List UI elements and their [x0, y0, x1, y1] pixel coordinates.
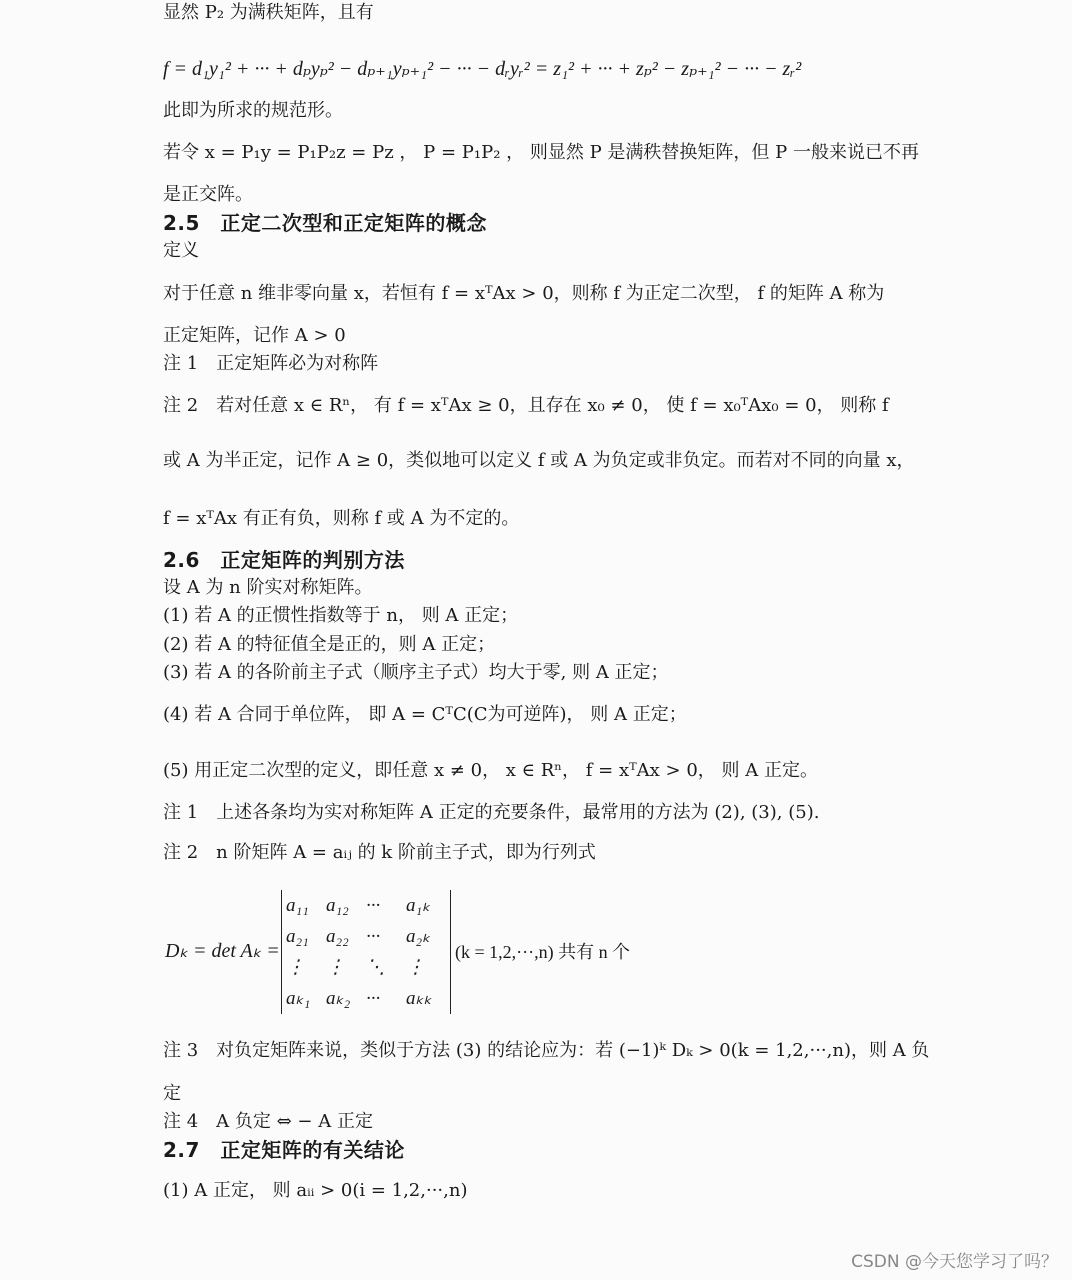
matrix-cell: ···	[366, 987, 381, 1009]
determinant-matrix	[281, 890, 451, 1014]
matrix-cell: a₂ₖ	[406, 926, 431, 947]
matrix-row	[286, 983, 446, 1014]
criterion-item: (2) 若 A 的特征值全是正的，则 A 正定；	[163, 634, 496, 655]
matrix-cell: a₁₂	[326, 894, 349, 916]
text-line: 设 A 为 n 阶实对称矩阵。	[163, 577, 373, 598]
note-line: 注 4 A 负定 ⇔ − A 正定	[163, 1111, 373, 1132]
criterion-item: (1) 若 A 的正惯性指数等于 n， 则 A 正定；	[163, 605, 519, 626]
matrix-cell: ⋮	[286, 957, 305, 978]
matrix-cell: aₖ₁	[286, 988, 311, 1009]
matrix-cell: ⋮	[406, 957, 425, 978]
note-line: 注 3 对负定矩阵来说，类似于方法 (3) 的结论应为：若 (−1)ᵏ Dₖ > 0(k = 1,2,···,n)，则 A 负	[163, 1040, 930, 1061]
criterion-item: (5) 用正定二次型的定义，即任意 x ≠ 0， x ∈ Rⁿ， f = xᵀAx > 0， 则 A 正定。	[163, 760, 818, 781]
formula-normal-form: f = d₁y₁² + ··· + dₚyₚ² − dₚ₊₁yₚ₊₁² − ··· − dᵣyᵣ² = z₁² + ··· + zₚ² − zₚ₊₁² − ··· − zᵣ²	[163, 58, 802, 80]
text-line: 或 A 为半正定，记作 A ≥ 0，类似地可以定义 f 或 A 为负定或非负定。而若对不同的向量 x，	[163, 450, 915, 471]
criterion-item: (4) 若 A 合同于单位阵， 即 A = CᵀC(C为可逆阵)， 则 A 正定；	[163, 704, 687, 725]
matrix-row	[286, 890, 446, 921]
note-line: 注 2 若对任意 x ∈ Rⁿ， 有 f = xᵀAx ≥ 0，且存在 x₀ ≠ 0， 使 f = x₀ᵀAx₀ = 0， 则称 f	[163, 395, 889, 416]
matrix-cell: a₂₂	[326, 925, 349, 947]
csdn-watermark: CSDN @今天您学习了吗？	[851, 1252, 1058, 1272]
conclusion-item: (1) A 正定， 则 aᵢᵢ > 0(i = 1,2,···,n)	[163, 1180, 468, 1201]
text-line: 此即为所求的规范形。	[163, 100, 343, 121]
note-line: 注 1 上述各条均为实对称矩阵 A 正定的充要条件，最常用的方法为 (2), (3), (5).	[163, 802, 820, 823]
matrix-cell: a₂₁	[286, 925, 309, 947]
determinant-label: Dₖ = det Aₖ =	[165, 940, 280, 962]
note-line: 注 1 正定矩阵必为对称阵	[163, 353, 379, 374]
matrix-cell: ⋱	[366, 957, 385, 978]
text-line: 显然 P₂ 为满秩矩阵，且有	[163, 2, 374, 23]
text-line: 定	[163, 1083, 181, 1104]
matrix-cell: a₁ₖ	[406, 895, 431, 916]
section-heading-2-7: 2.7 正定矩阵的有关结论	[163, 1138, 405, 1162]
text-line: 对于任意 n 维非零向量 x，若恒有 f = xᵀAx > 0，则称 f 为正定二次型， f 的矩阵 A 称为	[163, 283, 885, 304]
matrix-row	[286, 921, 446, 952]
text-line: 正定矩阵，记作 A > 0	[163, 325, 346, 346]
matrix-cell: aₖₖ	[406, 988, 432, 1009]
section-heading-2-5: 2.5 正定二次型和正定矩阵的概念	[163, 211, 487, 235]
text-line: f = xᵀAx 有正有负，则称 f 或 A 为不定的。	[163, 508, 520, 529]
text-line: 若令 x = P₁y = P₁P₂z = Pz ， P = P₁P₂ ， 则显然 P 是满秩替换矩阵，但 P 一般来说已不再	[163, 142, 919, 163]
text-line: 是正交阵。	[163, 184, 253, 205]
matrix-row	[286, 952, 446, 983]
note-line: 注 2 n 阶矩阵 A = aᵢⱼ 的 k 阶前主子式，即为行列式	[163, 842, 596, 863]
matrix-cell: ···	[366, 925, 381, 947]
matrix-cell: ⋮	[326, 957, 345, 978]
section-heading-2-6: 2.6 正定矩阵的判别方法	[163, 548, 405, 572]
matrix-cell: ···	[366, 894, 381, 916]
matrix-cell: aₖ₂	[326, 988, 351, 1009]
matrix-cell: a₁₁	[286, 894, 309, 916]
determinant-formula	[163, 888, 683, 1016]
determinant-suffix: (k = 1,2,···,n) 共有 n 个	[455, 942, 631, 962]
criterion-item: (3) 若 A 的各阶前主子式（顺序主子式）均大于零, 则 A 正定；	[163, 662, 669, 683]
text-line: 定义	[163, 240, 199, 261]
